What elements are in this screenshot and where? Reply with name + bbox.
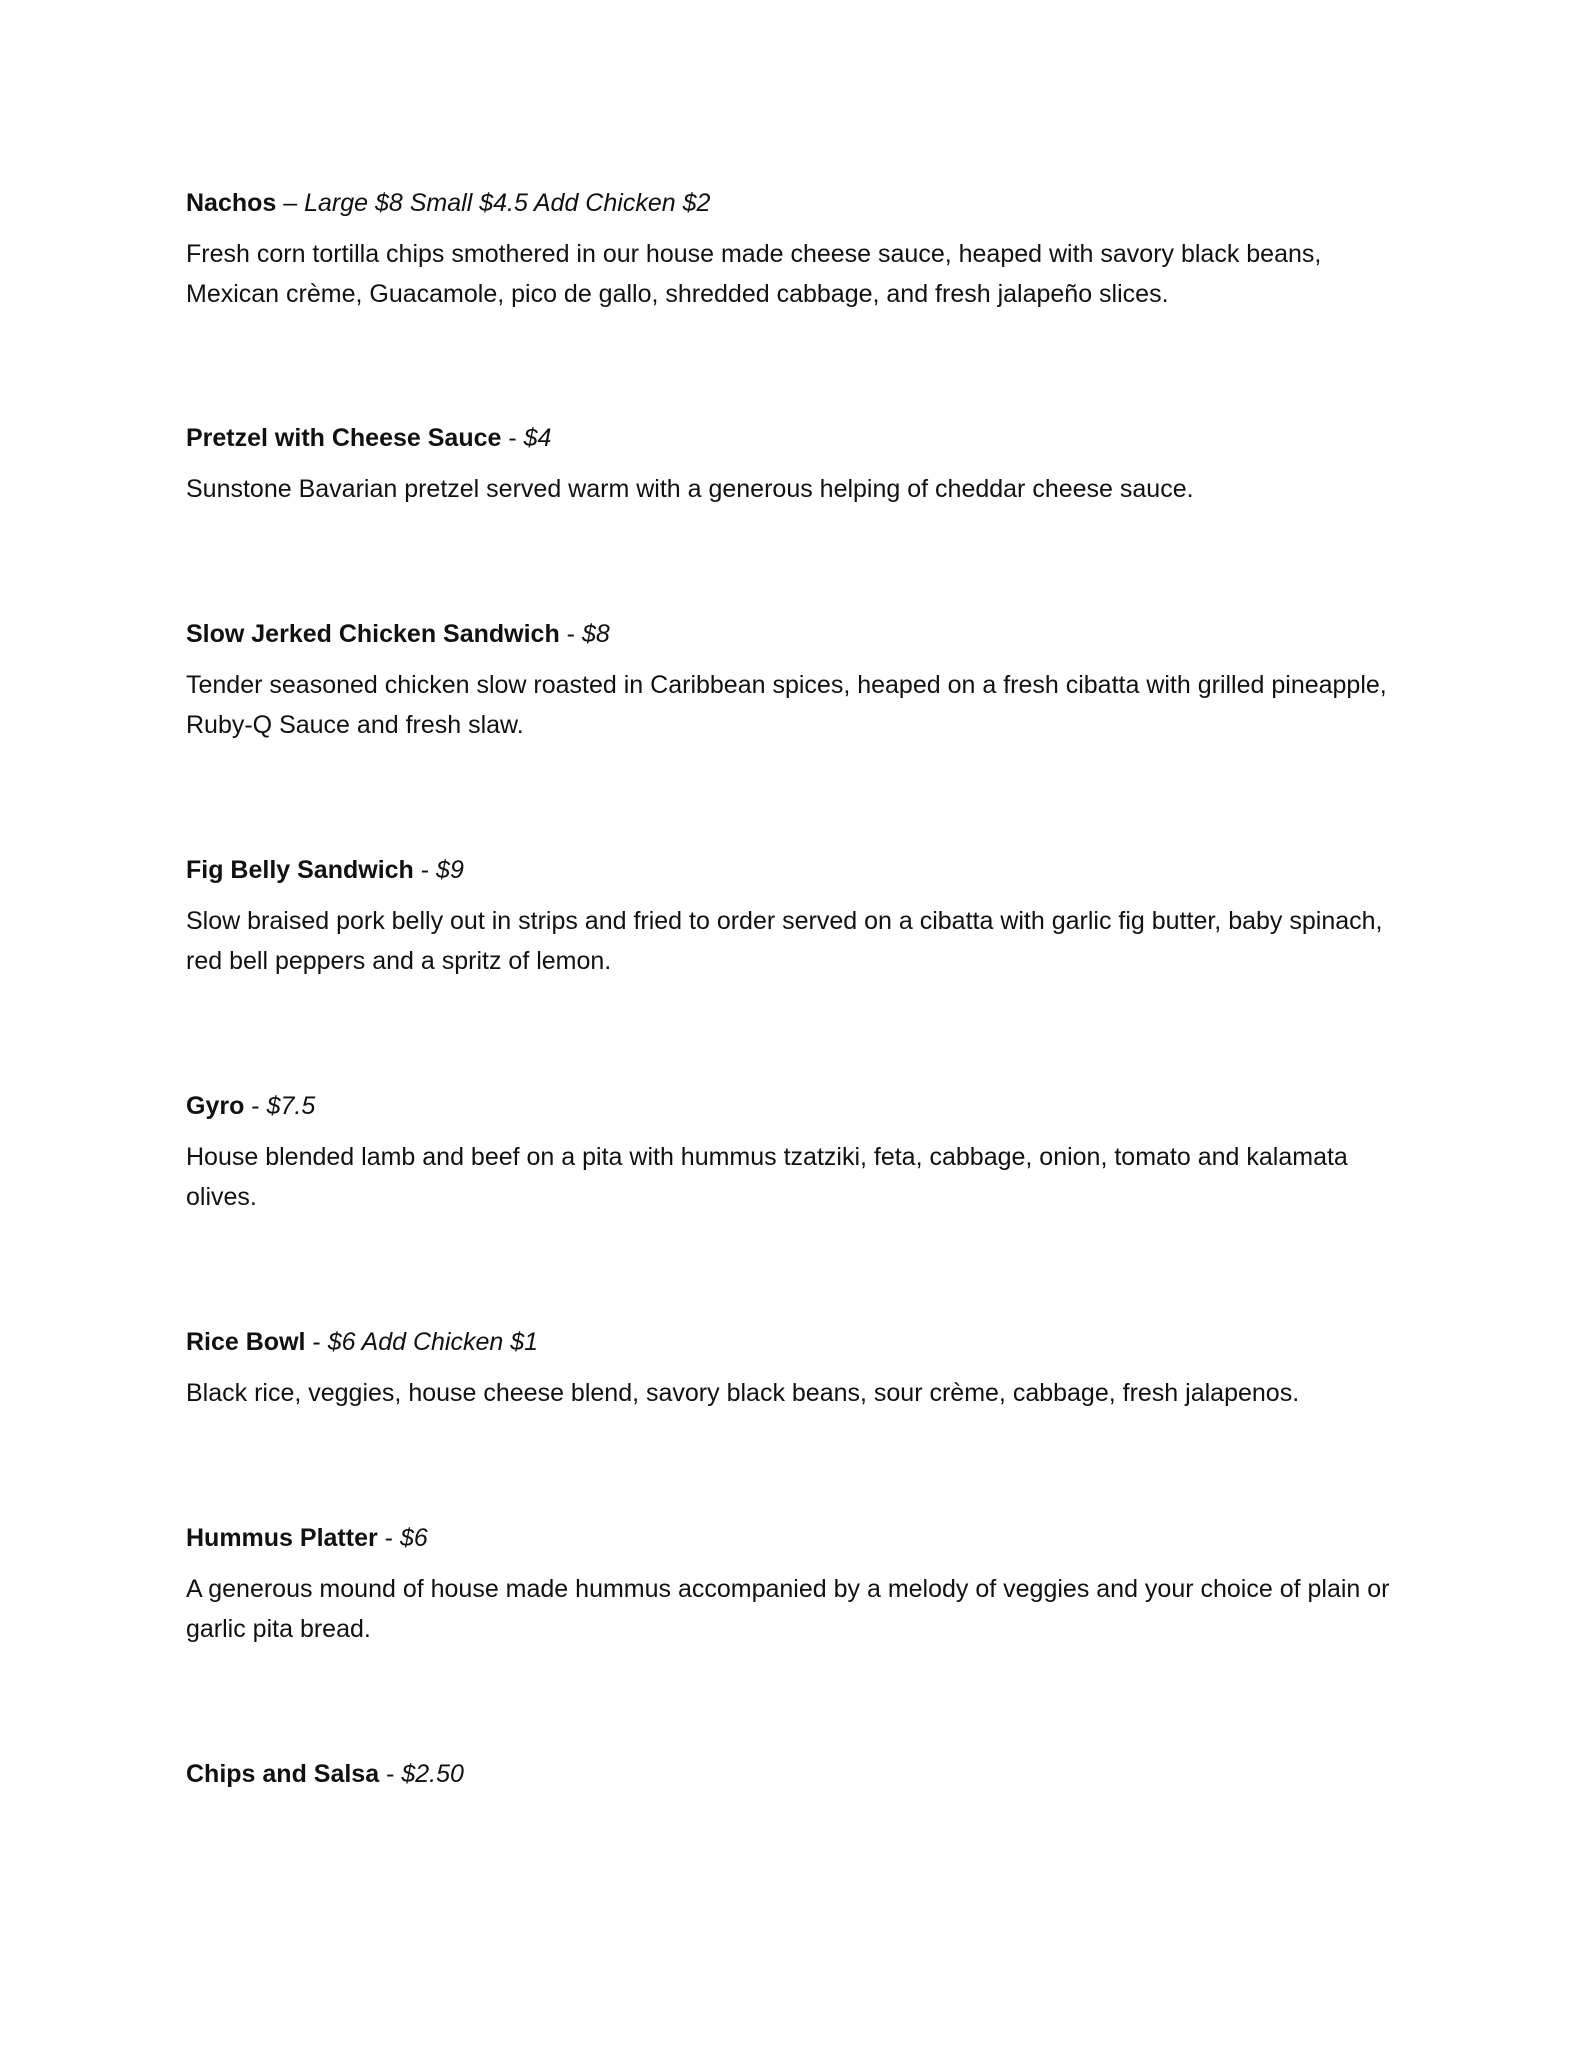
item-heading xyxy=(186,1325,1406,1359)
item-separator: – xyxy=(276,189,305,217)
item-separator: - xyxy=(305,1328,328,1356)
item-name: Slow Jerked Chicken Sandwich xyxy=(186,620,560,648)
item-name: Pretzel with Cheese Sauce xyxy=(186,424,502,452)
item-separator: - xyxy=(559,620,582,648)
menu-item-rice-bowl xyxy=(186,1325,1406,1407)
item-price: Large $8 Small $4.5 Add Chicken $2 xyxy=(304,189,711,217)
item-name: Rice Bowl xyxy=(186,1328,306,1356)
item-heading xyxy=(186,1089,1406,1123)
item-heading xyxy=(186,853,1406,887)
menu-item-gyro xyxy=(186,1089,1406,1211)
item-description: Fresh corn tortilla chips smothered in our house made cheese sauce, heaped with savory black beans, Mexican crème, Guacamole, pico de gallo, shredded cabbage, and fresh jalapeño slices. xyxy=(186,240,1322,308)
item-separator: - xyxy=(244,1092,267,1120)
menu-item-nachos xyxy=(186,186,1406,308)
item-description: House blended lamb and beef on a pita with hummus tzatziki, feta, cabbage, onion, tomato and kalamata olives. xyxy=(186,1143,1348,1211)
item-heading xyxy=(186,421,1406,455)
item-price: $4 xyxy=(523,424,552,452)
item-price: $8 xyxy=(581,620,610,648)
item-description: Sunstone Bavarian pretzel served warm with a generous helping of cheddar cheese sauce. xyxy=(186,475,1194,503)
item-price: $7.5 xyxy=(266,1092,316,1120)
item-price: $6 xyxy=(399,1524,428,1552)
item-name: Hummus Platter xyxy=(186,1524,378,1552)
item-description: Tender seasoned chicken slow roasted in Caribbean spices, heaped on a fresh cibatta with grilled pineapple, Ruby-Q Sauce and fresh slaw. xyxy=(186,671,1387,739)
item-separator: - xyxy=(377,1524,400,1552)
item-description: Slow braised pork belly out in strips and fried to order served on a cibatta with garlic fig butter, baby spinach, red bell peppers and a spritz of lemon. xyxy=(186,907,1383,975)
menu-item-hummus-platter xyxy=(186,1521,1406,1643)
item-name: Nachos xyxy=(186,189,277,217)
item-name: Fig Belly Sandwich xyxy=(186,856,414,884)
item-name: Gyro xyxy=(186,1092,245,1120)
item-separator: - xyxy=(379,1760,402,1788)
item-heading xyxy=(186,617,1406,651)
item-price: $2.50 xyxy=(401,1760,464,1788)
item-price: $6 Add Chicken $1 xyxy=(327,1328,539,1356)
menu-item-chips-and-salsa xyxy=(186,1757,1406,1791)
item-heading xyxy=(186,186,1406,220)
item-name: Chips and Salsa xyxy=(186,1760,380,1788)
item-description: A generous mound of house made hummus accompanied by a melody of veggies and your choice of plain or garlic pita bread. xyxy=(186,1575,1390,1643)
item-description: Black rice, veggies, house cheese blend, savory black beans, sour crème, cabbage, fresh jalapenos. xyxy=(186,1379,1300,1407)
menu-item-fig-belly-sandwich xyxy=(186,853,1406,975)
item-separator: - xyxy=(501,424,524,452)
item-separator: - xyxy=(413,856,437,884)
menu-item-pretzel xyxy=(186,421,1406,503)
menu-item-jerked-chicken-sandwich xyxy=(186,617,1406,739)
item-heading xyxy=(186,1521,1406,1555)
item-price: $9 xyxy=(436,856,464,884)
item-heading xyxy=(186,1757,1406,1791)
